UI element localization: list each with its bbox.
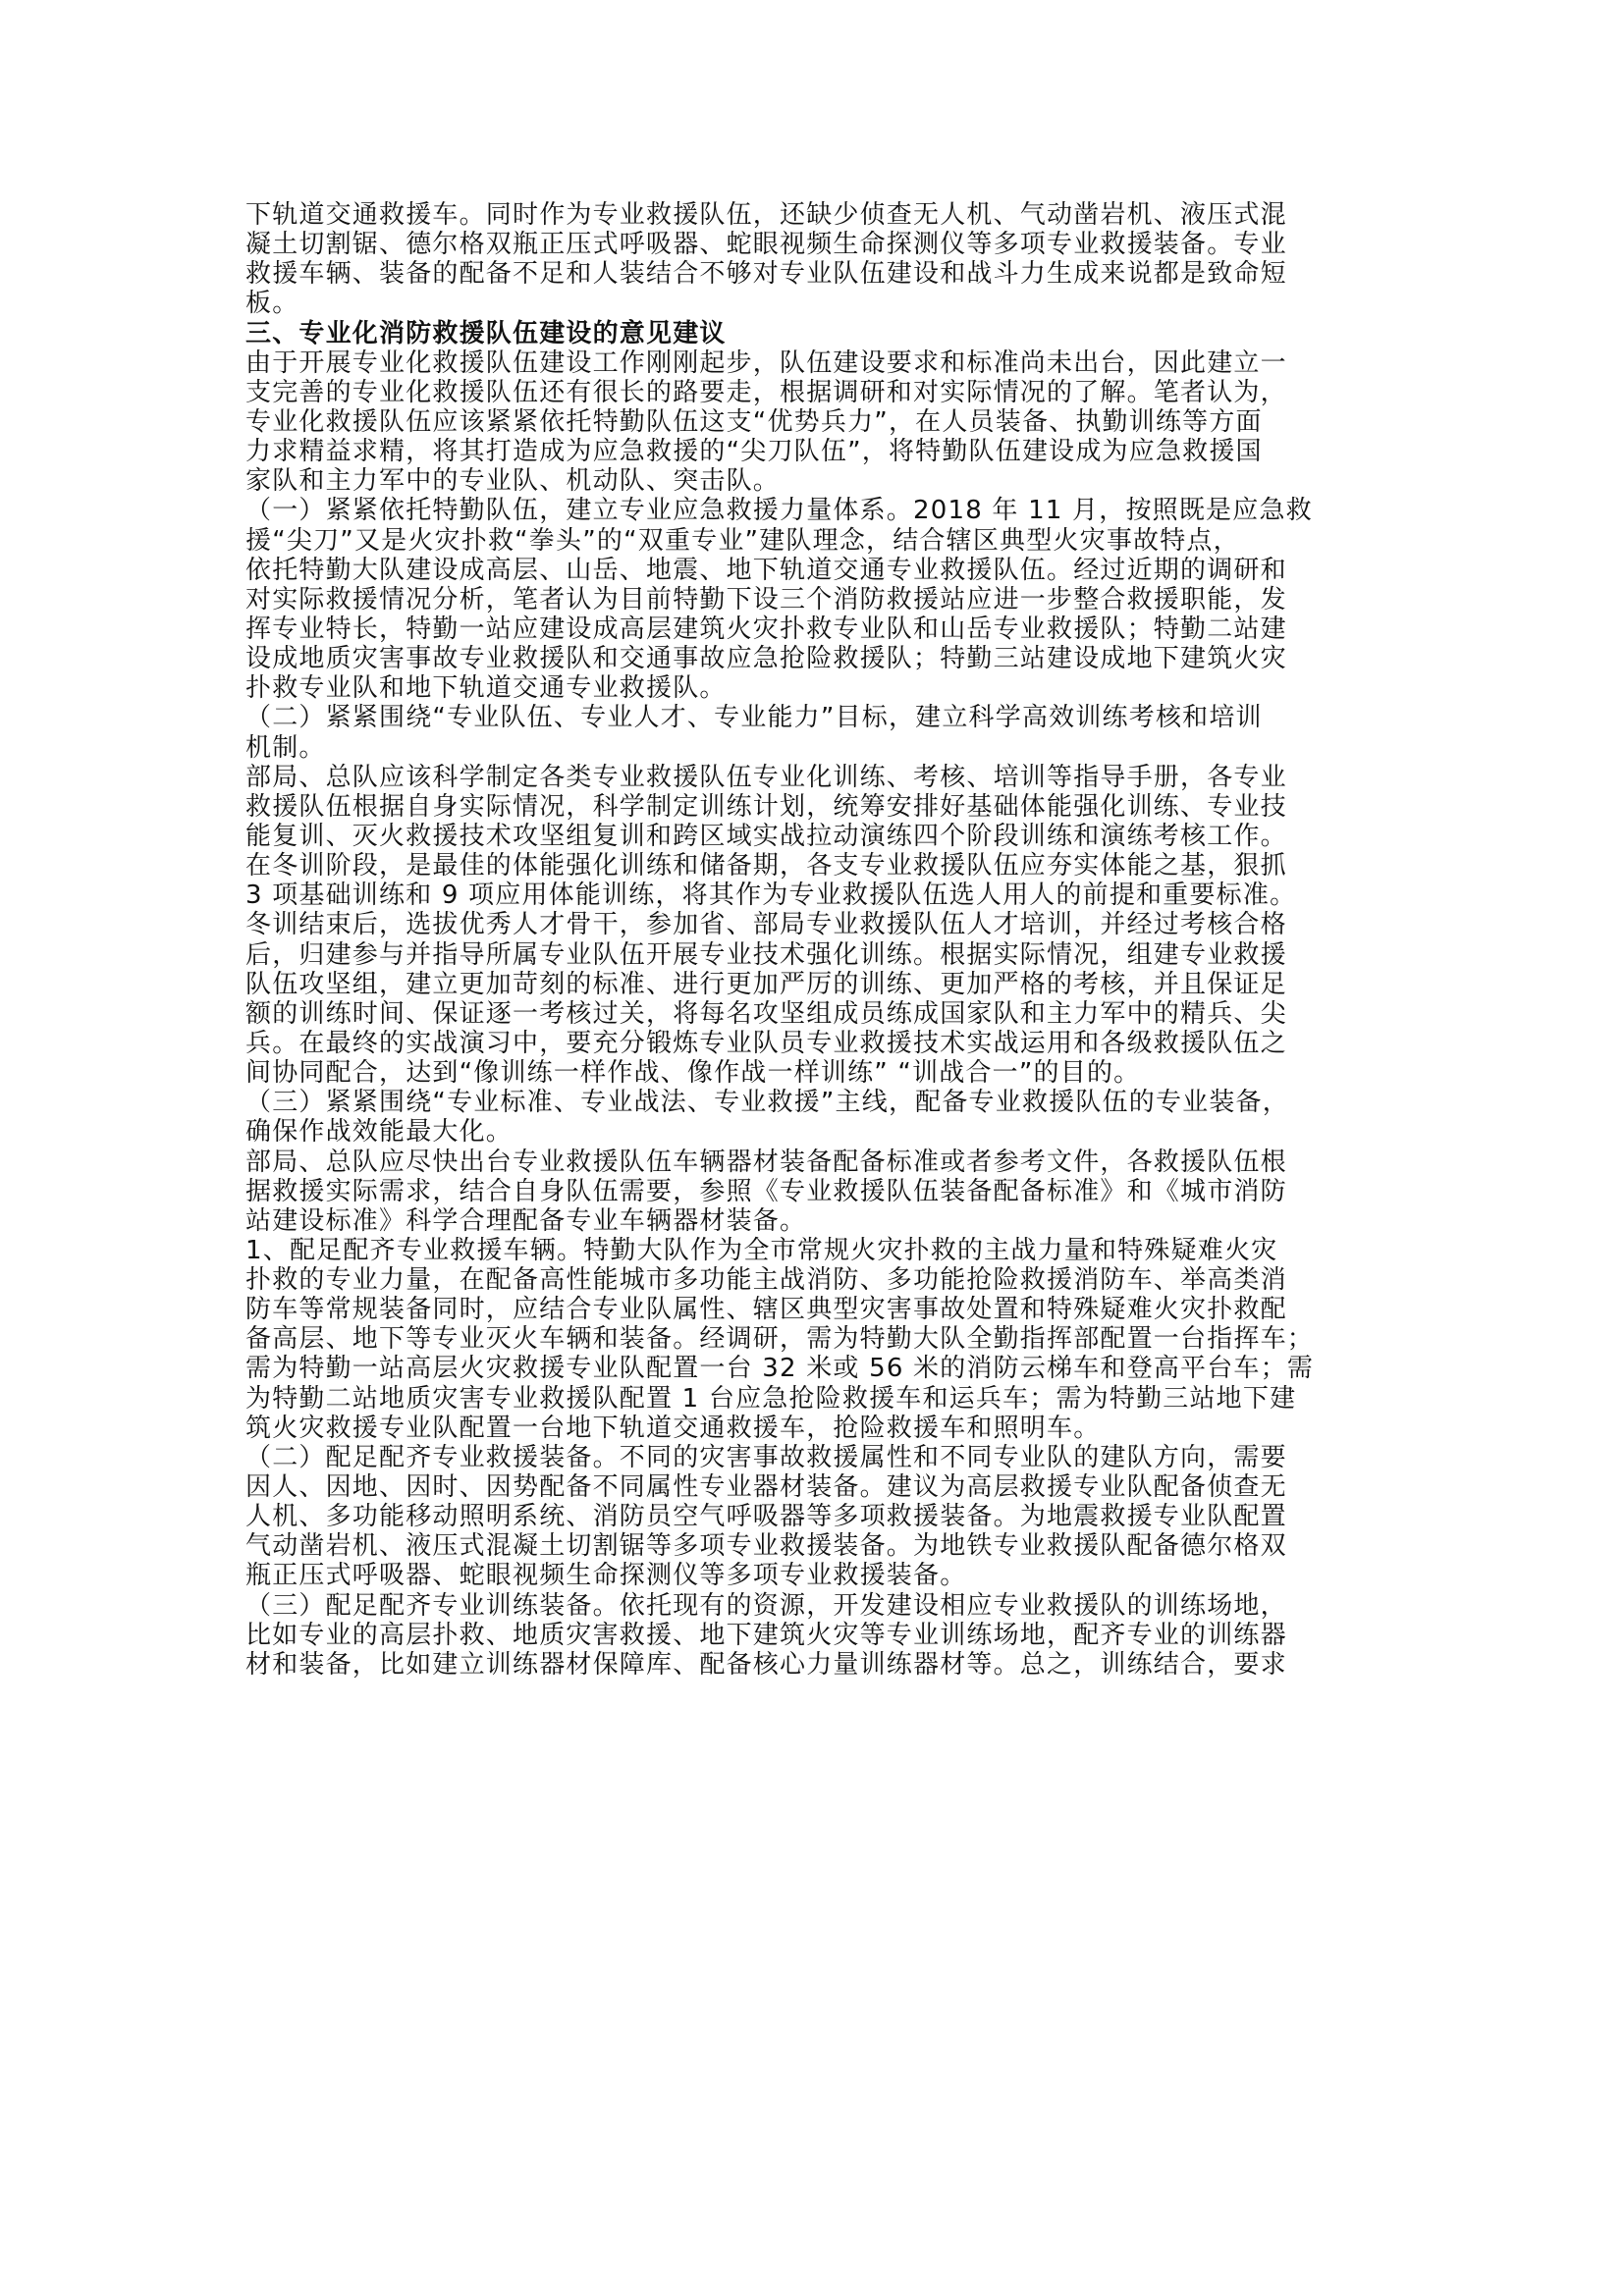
text-line: 因人、因地、因时、因势配备不同属性专业器材装备。建议为高层救援专业队配备侦查无 [245, 1472, 1287, 1503]
text-line: 板。 [245, 289, 299, 319]
text-line: 救援车辆、装备的配备不足和人装结合不够对专业队伍建设和战斗力生成来说都是致命短 [245, 259, 1287, 290]
text-line: 站建设标准》科学合理配备专业车辆器材装备。 [245, 1205, 807, 1236]
text-line: 下轨道交通救援车。同时作为专业救援队伍，还缺少侦查无人机、气动凿岩机、液压式混 [245, 200, 1287, 230]
text-line: 依托特勤大队建设成高层、山岳、地震、地下轨道交通专业救援队伍。经过近期的调研和 [245, 555, 1287, 585]
text-line: 扑救专业队和地下轨道交通专业救援队。 [245, 673, 727, 704]
text-line: 据救援实际需求，结合自身队伍需要，参照《专业救援队伍装备配备标准》和《城市消防 [245, 1176, 1287, 1206]
text-line: 队伍攻坚组，建立更加苛刻的标准、进行更加严厉的训练、更加严格的考核，并且保证足 [245, 969, 1287, 999]
text-line: 为特勤二站地质灾害专业救援队配置 1 台应急抢险救援车和运兵车；需为特勤三站地下建 [245, 1383, 1297, 1414]
text-line: 兵。在最终的实战演习中，要充分锻炼专业队员专业救援技术实战运用和各级救援队伍之 [245, 1028, 1287, 1058]
text-line: 力求精益求精，将其打造成为应急救援的“尖刀队伍”，将特勤队伍建设成为应急救援国 [245, 437, 1263, 467]
text-line: 人机、多功能移动照明系统、消防员空气呼吸器等多项救援装备。为地震救援专业队配置 [245, 1502, 1287, 1532]
text-line: 能复训、灭火救援技术攻坚组复训和跨区域实战拉动演练四个阶段训练和演练考核工作。 [245, 821, 1287, 851]
text-line: 凝土切割锯、德尔格双瓶正压式呼吸器、蛇眼视频生命探测仪等多项专业救援装备。专业 [245, 230, 1287, 260]
text-line: 气动凿岩机、液压式混凝土切割锯等多项专业救援装备。为地铁专业救援队配备德尔格双 [245, 1531, 1287, 1562]
text-line: 需为特勤一站高层火灾救援专业队配置一台 32 米或 56 米的消防云梯车和登高平台车；需 [245, 1354, 1315, 1384]
text-line: 材和装备，比如建立训练器材保障库、配备核心力量训练器材等。总之，训练结合，要求 [245, 1649, 1287, 1680]
text-line: 冬训结束后，选拔优秀人才骨干，参加省、部局专业救援队伍人才培训，并经过考核合格 [245, 910, 1287, 940]
text-line: （二）配足配齐专业救援装备。不同的灾害事故救援属性和不同专业队的建队方向，需要 [245, 1442, 1287, 1472]
text-line: 专业化救援队伍应该紧紧依托特勤队伍这支“优势兵力”，在人员装备、执勤训练等方面 [245, 406, 1263, 437]
text-line: （一）紧紧依托特勤队伍，建立专业应急救援力量体系。2018 年 11 月，按照既是应急救 [245, 496, 1313, 526]
text-line: 部局、总队应尽快出台专业救援队伍车辆器材装备配备标准或者参考文件，各救援队伍根 [245, 1147, 1287, 1177]
text-line: 间协同配合，达到“像训练一样作战、像作战一样训练” “训战合一”的目的。 [245, 1058, 1141, 1089]
text-line: 挥专业特长，特勤一站应建设成高层建筑火灾扑救专业队和山岳专业救援队；特勤二站建 [245, 614, 1287, 644]
text-line: 对实际救援情况分析，笔者认为目前特勤下设三个消防救援站应进一步整合救援职能，发 [245, 584, 1287, 614]
text-line: 瓶正压式呼吸器、蛇眼视频生命探测仪等多项专业救援装备。 [245, 1561, 967, 1591]
text-line: 防车等常规装备同时，应结合专业队属性、辖区典型灾害事故处置和特殊疑难火灾扑救配 [245, 1295, 1287, 1325]
text-line: （三）紧紧围绕“专业标准、专业战法、专业救援”主线，配备专业救援队伍的专业装备， [245, 1088, 1289, 1118]
text-line: 援“尖刀”又是火灾扑救“拳头”的“双重专业”建队理念，结合辖区典型火灾事故特点， [245, 525, 1240, 556]
text-line: 扑救的专业力量，在配备高性能城市多功能主战消防、多功能抢险救援消防车、举高类消 [245, 1265, 1287, 1296]
text-line: 家队和主力军中的专业队、机动队、突击队。 [245, 466, 781, 497]
text-line: （二）紧紧围绕“专业队伍、专业人才、专业能力”目标，建立科学高效训练考核和培训 [245, 703, 1263, 733]
text-line: 备高层、地下等专业灭火车辆和装备。经调研，需为特勤大队全勤指挥部配置一台指挥车； [245, 1324, 1315, 1355]
text-line: 比如专业的高层扑救、地质灾害救援、地下建筑火灾等专业训练场地，配齐专业的训练器 [245, 1620, 1287, 1650]
text-line: 支完善的专业化救援队伍还有很长的路要走，根据调研和对实际情况的了解。笔者认为， [245, 377, 1287, 407]
text-line: 救援队伍根据自身实际情况，科学制定训练计划，统筹安排好基础体能强化训练、专业技 [245, 791, 1287, 822]
section-heading: 三、专业化消防救援队伍建设的意见建议 [245, 318, 727, 348]
text-line: 部局、总队应该科学制定各类专业救援队伍专业化训练、考核、培训等指导手册，各专业 [245, 762, 1287, 792]
text-line: 由于开展专业化救援队伍建设工作刚刚起步，队伍建设要求和标准尚未出台，因此建立一 [245, 347, 1287, 378]
text-line: 设成地质灾害事故专业救援队和交通事故应急抢险救援队；特勤三站建设成地下建筑火灾 [245, 644, 1287, 674]
text-line: 在冬训阶段，是最佳的体能强化训练和储备期，各支专业救援队伍应夯实体能之基，狠抓 [245, 851, 1287, 881]
text-line: （三）配足配齐专业训练装备。依托现有的资源，开发建设相应专业救援队的训练场地， [245, 1590, 1287, 1621]
text-line: 后，归建参与并指导所属专业队伍开展专业技术强化训练。根据实际情况，组建专业救援 [245, 939, 1287, 970]
text-line: 确保作战效能最大化。 [245, 1117, 514, 1148]
text-line: 3 项基础训练和 9 项应用体能训练，将其作为专业救援队伍选人用人的前提和重要标准。 [245, 881, 1297, 911]
text-line: 额的训练时间、保证逐一考核过关，将每名攻坚组成员练成国家队和主力军中的精兵、尖 [245, 998, 1287, 1029]
document-page [245, 200, 1384, 1680]
text-line: 机制。 [245, 732, 326, 763]
text-line: 1、配足配齐专业救援车辆。特勤大队作为全市常规火灾扑救的主战力量和特殊疑难火灾 [245, 1235, 1278, 1265]
text-line: 筑火灾救援专业队配置一台地下轨道交通救援车，抢险救援车和照明车。 [245, 1413, 1101, 1443]
